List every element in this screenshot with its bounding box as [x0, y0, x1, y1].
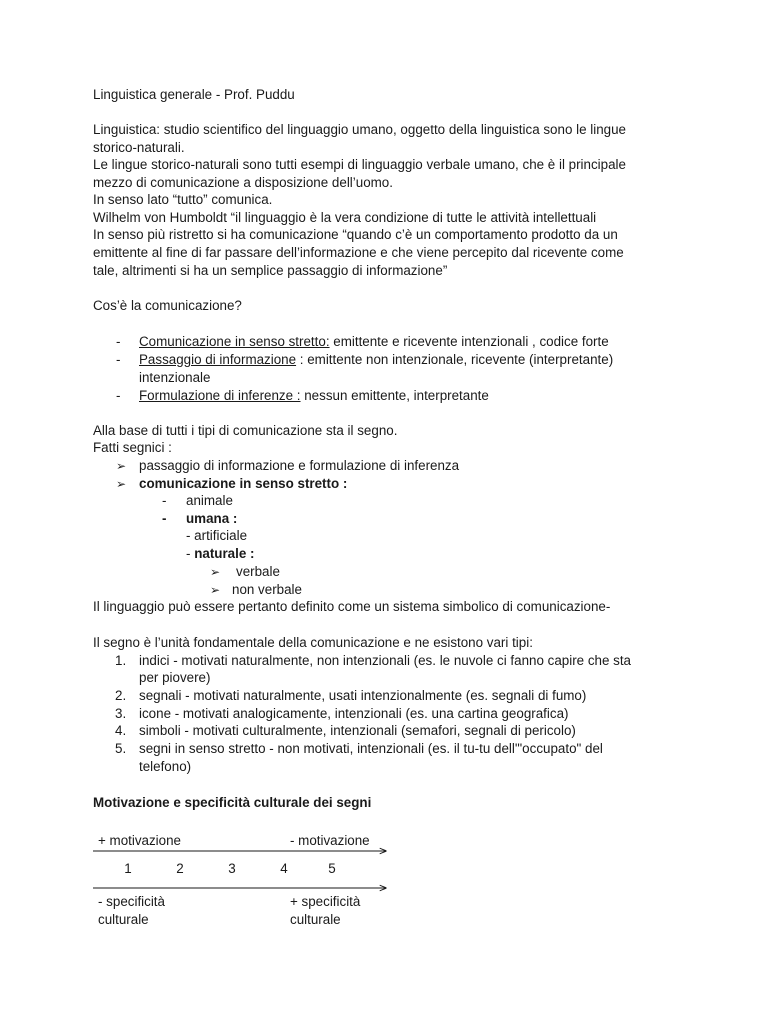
arrow-bullet-icon: ➢ [210, 583, 221, 597]
intro-line: tale, altrimenti si ha un semplice passaggio di informazione” [93, 263, 448, 278]
tree-item: verbale [236, 564, 280, 579]
tree-item: animale [186, 493, 233, 508]
tree-item: comunicazione in senso stretto : [139, 476, 348, 491]
intro-line: In senso lato “tutto” comunica. [93, 192, 273, 207]
scale-number: 5 [328, 861, 336, 876]
intro-line: Wilhelm von Humboldt “il linguaggio è la vera condizione di tutte le attività intellettuali [93, 210, 597, 225]
term-label: Comunicazione in senso stretto: [139, 334, 330, 349]
sign-item: indici - motivati naturalmente, non intenzionali (es. le nuvole ci fanno capire che sta [139, 653, 632, 668]
segno-conclusion: Il linguaggio può essere pertanto definito come un sistema simbolico di comunicazione- [93, 599, 611, 614]
term-definition: emittente e ricevente intenzionali , codice forte [329, 334, 609, 349]
plus-specificita-label: culturale [290, 912, 341, 927]
intro-line: emittente al fine di far passare dell’informazione e che viene percepito dal ricevente come [93, 245, 624, 260]
segno-line: Fatti segnici : [93, 440, 172, 455]
arrow-bullet-icon: ➢ [116, 477, 127, 491]
intro-line: mezzo di comunicazione a disposizione dell’uomo. [93, 175, 393, 190]
tree-item: - artificiale [186, 528, 248, 543]
arrow-bullet-icon: ➢ [116, 459, 127, 473]
tree-item-label: naturale : [194, 546, 255, 561]
term-definition: : emittente non intenzionale, ricevente (interpretante) [296, 352, 614, 367]
sign-item: simboli - motivati culturalmente, intenzionali (semafori, segnali di pericolo) [139, 723, 576, 738]
sign-item-cont: telefono) [139, 759, 192, 774]
scale-number: 3 [228, 861, 236, 876]
term-definition-cont: intenzionale [139, 370, 211, 385]
list-bullet: - [116, 388, 121, 403]
list-number: 3. [115, 706, 127, 721]
intro-line: storico-naturali. [93, 140, 185, 155]
sign-item: segni in senso stretto - non motivati, intenzionali (es. il tu-tu dell'"occupato" del [139, 741, 603, 756]
plus-motivazione-label: + motivazione [98, 833, 181, 848]
tree-item: non verbale [232, 582, 302, 597]
list-number: 1. [115, 653, 127, 668]
arrow-bullet-icon: ➢ [210, 565, 221, 579]
term-label: Passaggio di informazione [139, 352, 297, 367]
list-number: 4. [115, 723, 127, 738]
list-bullet: - [162, 493, 167, 508]
document-title: Linguistica generale - Prof. Puddu [93, 87, 295, 102]
sign-item-cont: per piovere) [139, 670, 211, 685]
list-bullet: - [116, 334, 121, 349]
scale-number: 4 [280, 861, 288, 876]
sign-item: icone - motivati analogicamente, intenzionali (es. una cartina geografica) [139, 706, 569, 721]
list-bullet: - [162, 511, 167, 526]
scale-number: 2 [176, 861, 184, 876]
scale-number: 1 [124, 861, 132, 876]
tree-item: umana : [186, 511, 238, 526]
intro-line: Linguistica: studio scientifico del linguaggio umano, oggetto della linguistica sono le lingue [93, 122, 626, 137]
list-bullet: - [116, 352, 121, 367]
list-bullet: - [186, 546, 195, 561]
section-question: Cos’è la comunicazione? [93, 298, 242, 313]
list-number: 5. [115, 741, 127, 756]
sign-item: segnali - motivati naturalmente, usati intenzionalmente (es. segnali di fumo) [139, 688, 587, 703]
term-definition: nessun emittente, interpretante [300, 388, 489, 403]
diagram-heading: Motivazione e specificità culturale dei segni [93, 795, 372, 810]
minus-specificita-label: - specificità [98, 894, 165, 909]
term-label: Formulazione di inferenze : [139, 388, 301, 403]
signs-intro: Il segno è l’unità fondamentale della comunicazione e ne esistono vari tipi: [93, 635, 533, 650]
intro-line: Le lingue storico-naturali sono tutti esempi di linguaggio verbale umano, che è il principale [93, 157, 626, 172]
tree-item: passaggio di informazione e formulazione di inferenza [139, 458, 460, 473]
segno-line: Alla base di tutti i tipi di comunicazione sta il segno. [93, 423, 398, 438]
intro-line: In senso più ristretto si ha comunicazione “quando c’è un comportamento prodotto da un [93, 227, 618, 242]
list-number: 2. [115, 688, 127, 703]
minus-motivazione-label: - motivazione [290, 833, 370, 848]
minus-specificita-label: culturale [98, 912, 149, 927]
plus-specificita-label: + specificità [290, 894, 361, 909]
